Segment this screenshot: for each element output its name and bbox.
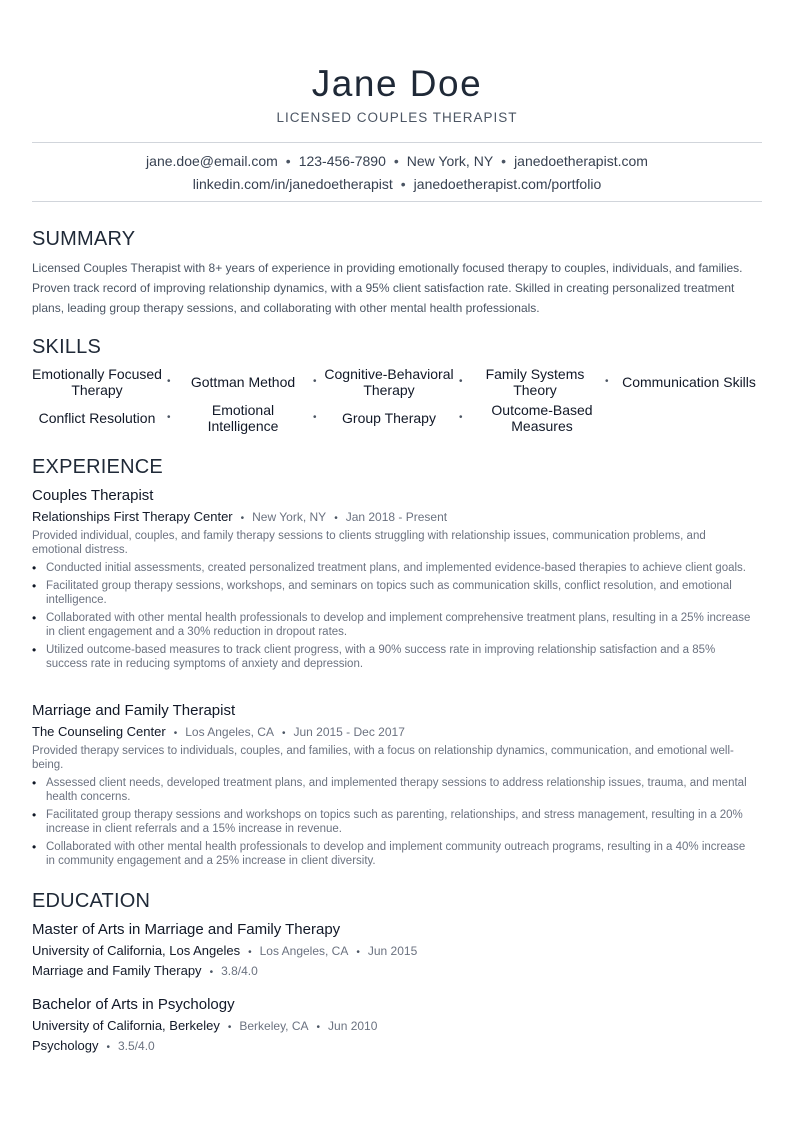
field-of-study: Marriage and Family Therapy: [32, 963, 202, 978]
separator-dot: •: [173, 728, 178, 739]
job-bullet: • Conducted initial assessments, created personalized treatment plans, and implemented evidence-based therapies to achieve client goals.: [32, 561, 752, 575]
graduation-date: Jun 2015: [367, 944, 418, 958]
job-meta: [32, 509, 447, 527]
graduation-date: Jun 2010: [328, 1019, 378, 1033]
job-title: Marriage and Family Therapist: [32, 702, 236, 719]
skill-item: Emotional Intelligence: [207, 402, 279, 434]
skill-item: Conflict Resolution: [38, 410, 156, 426]
job-description: Provided individual, couples, and family therapy sessions to clients struggling with relationship issues, communication problems, and emotional distress.: [32, 530, 706, 556]
location-text: New York, NY: [406, 153, 494, 169]
job-location: Los Angeles, CA: [185, 725, 274, 739]
portfolio-link[interactable]: janedoetherapist.com/portfolio: [413, 176, 602, 192]
skill-separator: •: [459, 376, 463, 387]
skill-item: Emotionally Focused Therapy: [32, 366, 162, 398]
gpa: 3.8/4.0: [221, 964, 258, 978]
gpa: 3.5/4.0: [118, 1039, 155, 1053]
phone-text: 123-456-7890: [298, 153, 386, 169]
job-bullet: • Collaborated with other mental health professionals to develop and implement comprehensive treatment plans, resulting in a 25% increase in client engagement and a 30% reduction in dropout rates.: [32, 611, 752, 639]
job-bullet: • Utilized outcome-based measures to track client progress, with a 90% success rate in improving relationship satisfaction and a 85% success rate in reducing symptoms of anxiety and depression.: [32, 643, 752, 671]
education-field: [32, 1038, 155, 1056]
school-location: Berkeley, CA: [239, 1019, 309, 1033]
separator-dot: •: [356, 947, 360, 958]
education-meta: [32, 1018, 377, 1036]
education-heading: EDUCATION: [32, 890, 151, 912]
job-bullet: • Collaborated with other mental health professionals to develop and implement community outreach programs, resulting in a 40% increase in community engagement and a 25% increase in client diversity.: [32, 840, 752, 868]
degree-title: Master of Arts in Marriage and Family Therapy: [32, 921, 341, 938]
school-name: University of California, Los Angeles: [32, 943, 241, 958]
job-title: Couples Therapist: [32, 487, 154, 504]
separator-dot: •: [240, 513, 245, 524]
skill-item: Group Therapy: [342, 410, 436, 426]
separator-dot: •: [334, 513, 338, 524]
separator-dot: •: [393, 153, 399, 169]
job-bullet: • Assessed client needs, developed treatment plans, and implemented therapy sessions to address relationship issues, trauma, and mental health concerns.: [32, 776, 752, 804]
linkedin-link[interactable]: linkedin.com/in/janedoetherapist: [192, 176, 393, 192]
job-dates: Jan 2018 - Present: [345, 510, 448, 524]
job-location: New York, NY: [252, 510, 327, 524]
company-name: The Counseling Center: [32, 724, 166, 739]
job-bullets: [32, 776, 752, 872]
skill-separator: •: [459, 412, 463, 423]
school-name: University of California, Berkeley: [32, 1018, 220, 1033]
email-link[interactable]: jane.doe@email.com: [146, 153, 278, 169]
contact-line-2: [0, 175, 794, 193]
separator-dot: •: [501, 153, 507, 169]
field-of-study: Psychology: [32, 1038, 99, 1053]
education-field: [32, 963, 258, 981]
experience-heading: EXPERIENCE: [32, 456, 163, 478]
skill-separator: •: [605, 376, 609, 387]
job-bullet: • Facilitated group therapy sessions, workshops, and seminars on topics such as communication skills, conflict resolution, and emotional intelligence.: [32, 579, 752, 607]
education-meta: [32, 943, 417, 961]
candidate-name: Jane Doe: [311, 63, 483, 104]
skill-item: Communication Skills: [622, 374, 756, 390]
skill-separator: •: [167, 376, 171, 387]
summary-text: Licensed Couples Therapist with 8+ years of experience in providing emotionally focused therapy to couples, individuals, and families. Proven track record of improving relationship dynamics, with a 95% client satisfaction rate. Skilled in creating personalized treatment plans, leading group therapy sessions, and collaborating with other mental health professionals.: [32, 261, 743, 315]
separator-dot: •: [106, 1042, 110, 1053]
job-meta: [32, 724, 405, 742]
skill-separator: •: [313, 412, 317, 423]
skill-item: Gottman Method: [190, 374, 296, 390]
website-link[interactable]: janedoetherapist.com: [514, 153, 648, 169]
skill-item: Outcome-Based Measures: [491, 402, 593, 434]
contact-line-1: [0, 152, 794, 170]
header-divider-bottom: [32, 201, 762, 202]
job-bullet: • Facilitated group therapy sessions and workshops on topics such as parenting, relationships, and stress management, resulting in a 20% increase in client referrals and a 15% increase in revenue.: [32, 808, 752, 836]
separator-dot: •: [209, 967, 214, 978]
candidate-role: LICENSED COUPLES THERAPIST: [276, 110, 518, 125]
degree-title: Bachelor of Arts in Psychology: [32, 996, 235, 1013]
separator-dot: •: [281, 728, 286, 739]
job-bullets: [32, 561, 752, 675]
separator-dot: •: [316, 1022, 321, 1033]
separator-dot: •: [248, 947, 252, 958]
skill-item: Family Systems Theory: [485, 366, 585, 398]
header-divider-top: [32, 142, 762, 143]
summary-heading: SUMMARY: [32, 228, 136, 250]
skills-heading: SKILLS: [32, 336, 102, 358]
separator-dot: •: [400, 176, 406, 192]
job-dates: Jun 2015 - Dec 2017: [293, 725, 405, 739]
separator-dot: •: [227, 1022, 232, 1033]
job-description: Provided therapy services to individuals, couples, and families, with a focus on relationship dynamics, communication, and emotional well-being.: [32, 745, 734, 771]
school-location: Los Angeles, CA: [259, 944, 349, 958]
company-name: Relationships First Therapy Center: [32, 509, 233, 524]
skill-item: Cognitive-Behavioral Therapy: [324, 366, 454, 398]
skill-separator: •: [167, 412, 171, 423]
skill-separator: •: [313, 376, 317, 387]
separator-dot: •: [285, 153, 291, 169]
